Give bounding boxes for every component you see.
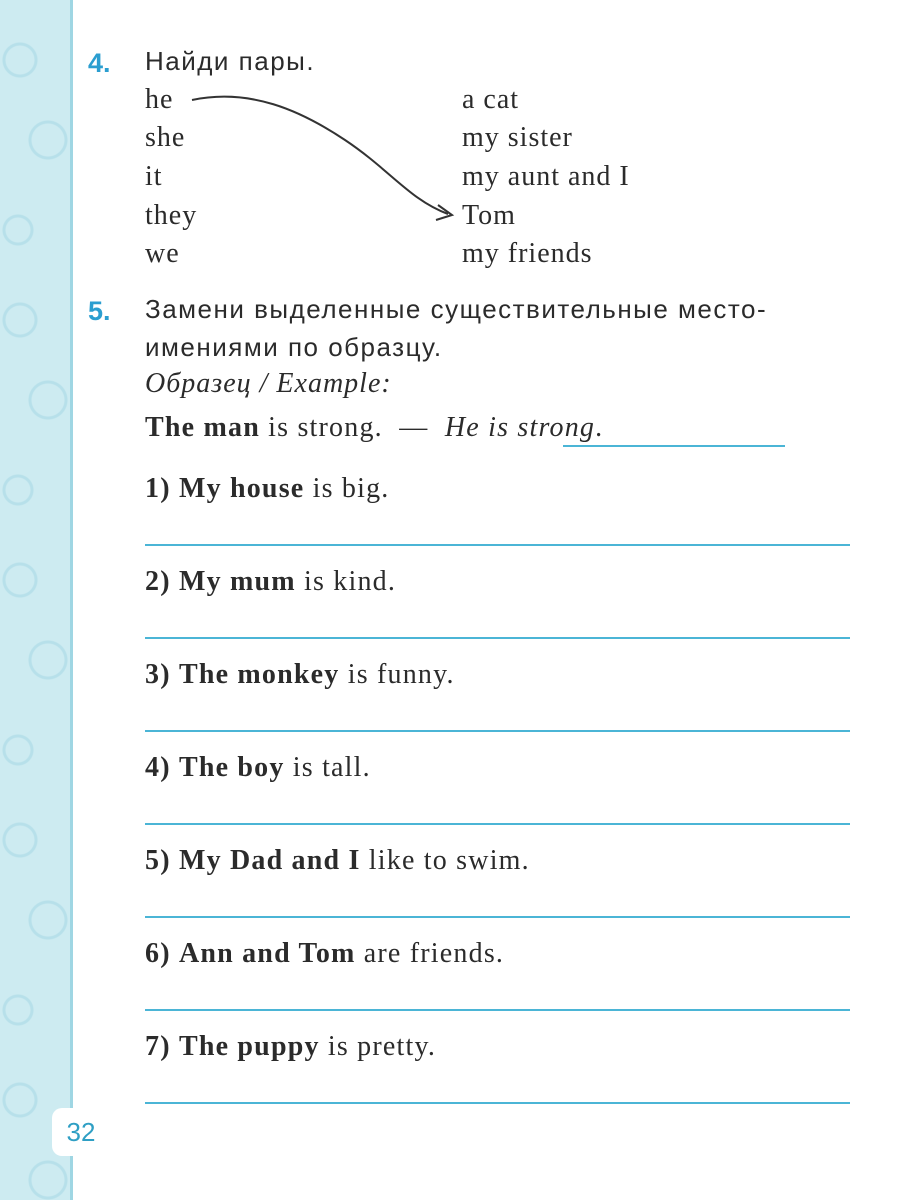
item-bold-noun: My Dad and I	[178, 845, 361, 876]
task-5-instruction-line-1: Замени выделенные существительные место-	[145, 294, 768, 324]
answer-line-6[interactable]	[145, 1009, 850, 1011]
left-word-they: they	[145, 200, 198, 231]
example-sentence	[145, 412, 603, 444]
item-number: 2)	[145, 566, 171, 597]
item-number: 4)	[145, 752, 171, 783]
answer-line-5[interactable]	[145, 916, 850, 918]
example-label: Образец / Example:	[145, 368, 392, 399]
item-number: 6)	[145, 938, 171, 969]
task-4-instruction: Найди пары.	[145, 46, 316, 76]
right-word-my-aunt-and-i: my aunt and I	[462, 161, 630, 192]
item-number: 1)	[145, 473, 171, 504]
item-bold-noun: The boy	[178, 752, 285, 783]
answer-line-4[interactable]	[145, 823, 850, 825]
task-4-number: 4.	[88, 48, 111, 78]
match-arrow-icon	[0, 0, 900, 300]
item-bold-noun: The puppy	[178, 1031, 320, 1062]
item-rest: like to swim.	[360, 845, 530, 876]
example-answer-underline	[563, 445, 785, 447]
left-word-she: she	[145, 122, 186, 153]
item-rest: is kind.	[295, 566, 397, 597]
decorative-side-band	[0, 0, 73, 1200]
exercise-item-4	[145, 752, 371, 784]
right-word-tom: Tom	[462, 200, 516, 231]
left-word-he: he	[145, 84, 174, 115]
item-rest: is big.	[304, 473, 390, 504]
item-number: 7)	[145, 1031, 171, 1062]
item-rest: are friends.	[355, 938, 505, 969]
item-number: 5)	[145, 845, 171, 876]
answer-line-2[interactable]	[145, 637, 850, 639]
item-bold-noun: The monkey	[178, 659, 340, 690]
item-bold-noun: Ann and Tom	[178, 938, 356, 969]
example-rest: is strong. —	[259, 412, 445, 443]
answer-line-3[interactable]	[145, 730, 850, 732]
page-number: 32	[52, 1108, 110, 1156]
exercise-item-7	[145, 1031, 436, 1063]
right-word-my-sister: my sister	[462, 122, 573, 153]
left-word-it: it	[145, 161, 163, 192]
task-5-instruction-line-2: имениями по образцу.	[145, 332, 443, 362]
exercise-item-3	[145, 659, 455, 691]
right-word-my-friends: my friends	[462, 238, 593, 269]
answer-line-7[interactable]	[145, 1102, 850, 1104]
example-bold-noun: The man	[145, 412, 260, 443]
item-bold-noun: My house	[178, 473, 305, 504]
item-rest: is tall.	[284, 752, 371, 783]
exercise-item-1	[145, 473, 390, 505]
item-bold-noun: My mum	[178, 566, 296, 597]
item-number: 3)	[145, 659, 171, 690]
item-rest: is funny.	[339, 659, 455, 690]
example-answer: He is strong	[444, 412, 596, 443]
right-word-a-cat: a cat	[462, 84, 520, 115]
item-rest: is pretty.	[319, 1031, 437, 1062]
answer-line-1[interactable]	[145, 544, 850, 546]
left-word-we: we	[145, 238, 180, 269]
exercise-item-2	[145, 566, 396, 598]
example-end: .	[595, 412, 604, 443]
task-5-number: 5.	[88, 296, 111, 326]
exercise-item-5	[145, 845, 530, 877]
exercise-item-6	[145, 938, 504, 970]
